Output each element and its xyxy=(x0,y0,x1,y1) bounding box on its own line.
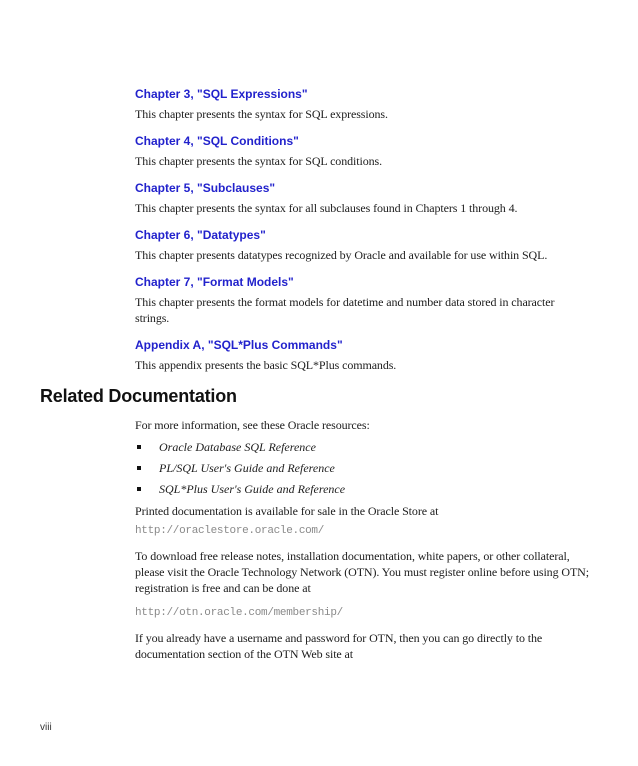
list-item xyxy=(135,481,590,497)
chapter-7-description: This chapter presents the format models for datetime and number data stored in character strings. xyxy=(135,295,555,325)
otn-login-text: If you already have a username and password for OTN, then you can go directly to the documentation section of the OTN Web site at xyxy=(135,631,543,661)
chapter-entry xyxy=(135,134,590,169)
chapter-7-link[interactable]: Chapter 7, "Format Models" xyxy=(135,275,294,289)
otn-download-text: To download free release notes, installation documentation, white papers, or other collateral, please visit the Oracle Technology Network (OTN). You must register online before using OTN; registration is free and can be done at xyxy=(135,549,589,595)
related-docs-intro: For more information, see these Oracle resources: xyxy=(135,418,370,432)
oracle-store-url[interactable]: http://oraclestore.oracle.com/ xyxy=(135,525,325,537)
chapter-3-description: This chapter presents the syntax for SQL expressions. xyxy=(135,107,388,121)
chapter-entry xyxy=(135,275,590,326)
chapter-5-link[interactable]: Chapter 5, "Subclauses" xyxy=(135,181,276,195)
chapter-3-link[interactable]: Chapter 3, "SQL Expressions" xyxy=(135,87,308,101)
chapter-6-description: This chapter presents datatypes recognized by Oracle and available for use within SQL. xyxy=(135,248,548,262)
content-column xyxy=(40,87,590,667)
bullet-square-icon xyxy=(137,487,141,491)
chapter-4-link[interactable]: Chapter 4, "SQL Conditions" xyxy=(135,134,299,148)
bullet-square-icon xyxy=(137,466,141,470)
resource-title: Oracle Database SQL Reference xyxy=(159,440,316,454)
resource-title: PL/SQL User's Guide and Reference xyxy=(159,461,335,475)
list-item xyxy=(135,460,590,476)
chapter-6-link[interactable]: Chapter 6, "Datatypes" xyxy=(135,228,266,242)
list-item xyxy=(135,439,590,455)
chapter-4-description: This chapter presents the syntax for SQL conditions. xyxy=(135,154,382,168)
appendix-a-link[interactable]: Appendix A, "SQL*Plus Commands" xyxy=(135,338,343,352)
related-documentation-heading: Related Documentation xyxy=(40,386,237,406)
chapter-entry xyxy=(135,87,590,122)
chapter-entry xyxy=(135,228,590,263)
chapter-entry xyxy=(135,181,590,216)
resource-list xyxy=(135,439,590,497)
otn-membership-url[interactable]: http://otn.oracle.com/membership/ xyxy=(135,607,343,619)
printed-docs-text: Printed documentation is available for sale in the Oracle Store at xyxy=(135,504,439,518)
chapter-entry xyxy=(135,338,590,373)
chapter-5-description: This chapter presents the syntax for all subclauses found in Chapters 1 through 4. xyxy=(135,201,518,215)
appendix-a-description: This appendix presents the basic SQL*Plus commands. xyxy=(135,358,397,372)
page-number: viii xyxy=(40,722,52,733)
resource-title: SQL*Plus User's Guide and Reference xyxy=(159,482,346,496)
bullet-square-icon xyxy=(137,445,141,449)
